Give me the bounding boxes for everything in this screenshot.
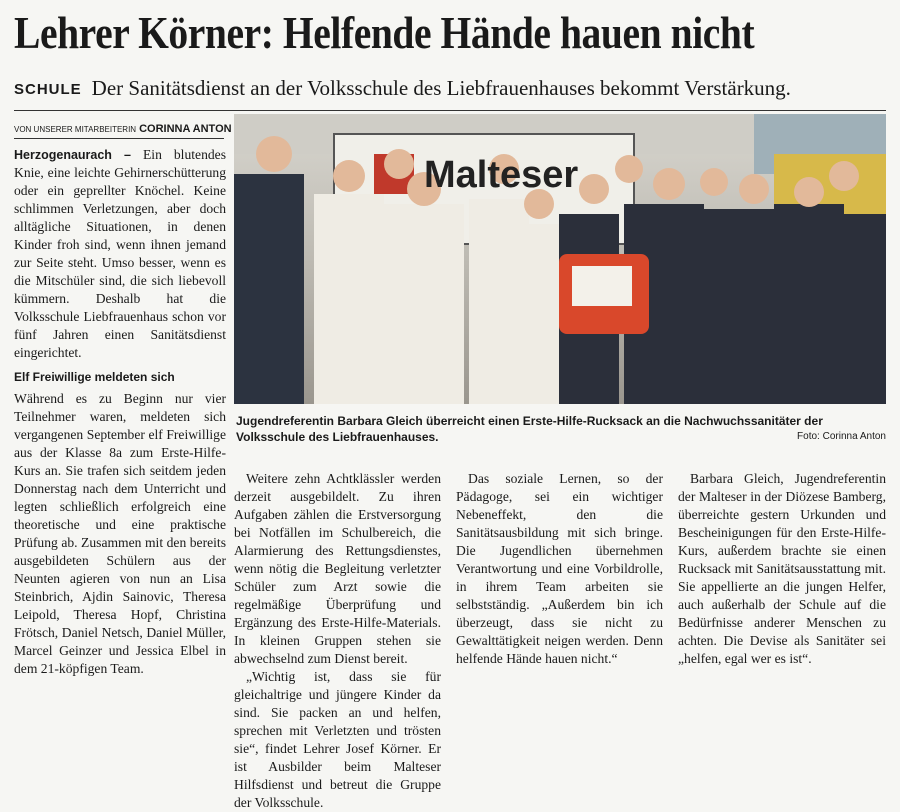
subheadline-row bbox=[14, 74, 890, 104]
lead-text: Ein blutendes Knie, eine leichte Gehirnerschütterung oder ein geprellter Knöchel. Keine schlimmen Verletzungen, aber doch alltägliche Situationen, in denen Kinder froh sind, wenn ihnen jemand zur Seite steht. Umso besser, wenn es die Mitschüler sind, die sich liebevoll kümmern. Deshalb hat die Volksschule Liebfrauenhaus schon vor fünf Jahren einen Sanitätsdienst eingerichtet. bbox=[14, 147, 226, 360]
column-2 bbox=[234, 470, 441, 810]
byline-author: CORINNA ANTON bbox=[139, 123, 232, 135]
byline bbox=[14, 123, 232, 135]
headline: Lehrer Körner: Helfende Hände hauen nicht bbox=[14, 7, 755, 58]
article-photo bbox=[234, 114, 886, 404]
paragraph-barbara-gleich: Barbara Gleich, Jugendreferentin der Malteser in der Diözese Bamberg, überreichte gestern Urkunden und Bescheinigungen für den Erste-Hilfe-Kurs, außerdem brachte sie einen Rucksack mit Sanitätsausstattung mit. Sie appellierte an die jungen Helfer, auch außerhalb der Schule auf die Bedürfnisse anderer Menschen zu achten. Die Devise als Sanitäter sei „helfen, egal wer es ist“. bbox=[678, 471, 886, 666]
column-4 bbox=[678, 470, 886, 746]
photo-credit: Foto: Corinna Anton bbox=[797, 431, 886, 442]
paragraph-training: Weitere zehn Achtklässler werden derzeit ausgebildelt. Zu ihren Aufgaben zählen die Erstversorgung bei Notfällen im Schulbereich, die Alarmierung des Rettungsdienstes, wenn nötig die Begleitung verletzter Schüler zum Arzt sowie die regelmäßige Überprüfung und Ergänzung des Erste-Hilfe-Materials. In kleinen Gruppen stehen sie abwechselnd zum Dienst bereit. bbox=[234, 471, 441, 666]
byline-prefix: VON UNSERER MITARBEITERIN bbox=[14, 125, 137, 134]
photo-banner-text: Malteser bbox=[424, 154, 579, 196]
paragraph-quote-koerner: „Wichtig ist, dass sie für gleichaltrige und jüngere Kinder da sind. Sie packen an und helfen, sprechen mit Verletzten und trösten sie“, findet Lehrer Josef Körner. Er ist Ausbilder beim Malteser Hilfsdienst und betreut die Gruppe der Volksschule. bbox=[234, 669, 441, 810]
section-kicker: SCHULE bbox=[14, 81, 82, 98]
column-1 bbox=[14, 146, 226, 746]
byline-rule bbox=[14, 138, 224, 139]
subhead: Elf Freiwillige meldeten sich bbox=[14, 370, 175, 384]
dateline: Herzogenaurach – bbox=[14, 148, 131, 162]
lead-paragraph bbox=[14, 146, 226, 362]
top-rule bbox=[14, 110, 886, 111]
photo-caption: Jugendreferentin Barbara Gleich überreicht einen Erste-Hilfe-Rucksack an die Nachwuchssanitäter der Volksschule des Liebfrauenhauses. bbox=[236, 414, 823, 444]
subheadline: Der Sanitätsdienst an der Volksschule des Liebfrauenhauses bekommt Verstärkung. bbox=[91, 76, 791, 100]
paragraph-volunteers: Während es zu Beginn nur vier Teilnehmer waren, meldeten sich vergangenen September elf Freiwillige aus der Klasse 8a zum Erste-Hilfe-Kurs an. Sie trafen sich seitdem jeden Donnerstag nach dem Unterricht und legten schließlich erfolgreich eine theoretische und eine praktische Prüfung ab. Zusammen mit den bereits ausgebildeten Schülern aus der Neunten agieren von nun an Lisa Steinbrich, Ajdin Sainovic, Theresa Leipold, Theresa Hopf, Christina Frötsch, Daniel Netsch, Daniel Müller, Marcel Geinzer und Jessica Elbel in dem 21-köpfigen Team. bbox=[14, 391, 226, 676]
paragraph-social-learning: Das soziale Lernen, so der Pädagoge, sei ein wichtiger Nebeneffekt, den die Sanitätsausbildung mit sich bringe. Die Jugendlichen übernehmen Verantwortung und eine Vorbildrolle, in ihrem Team arbeiten sie selbstständig. „Außerdem bin ich überzeugt, dass sie nicht zu Gewalttätigkeit neigen werden. Denn helfende Hände hauen nicht.“ bbox=[456, 471, 663, 666]
column-3 bbox=[456, 470, 663, 746]
